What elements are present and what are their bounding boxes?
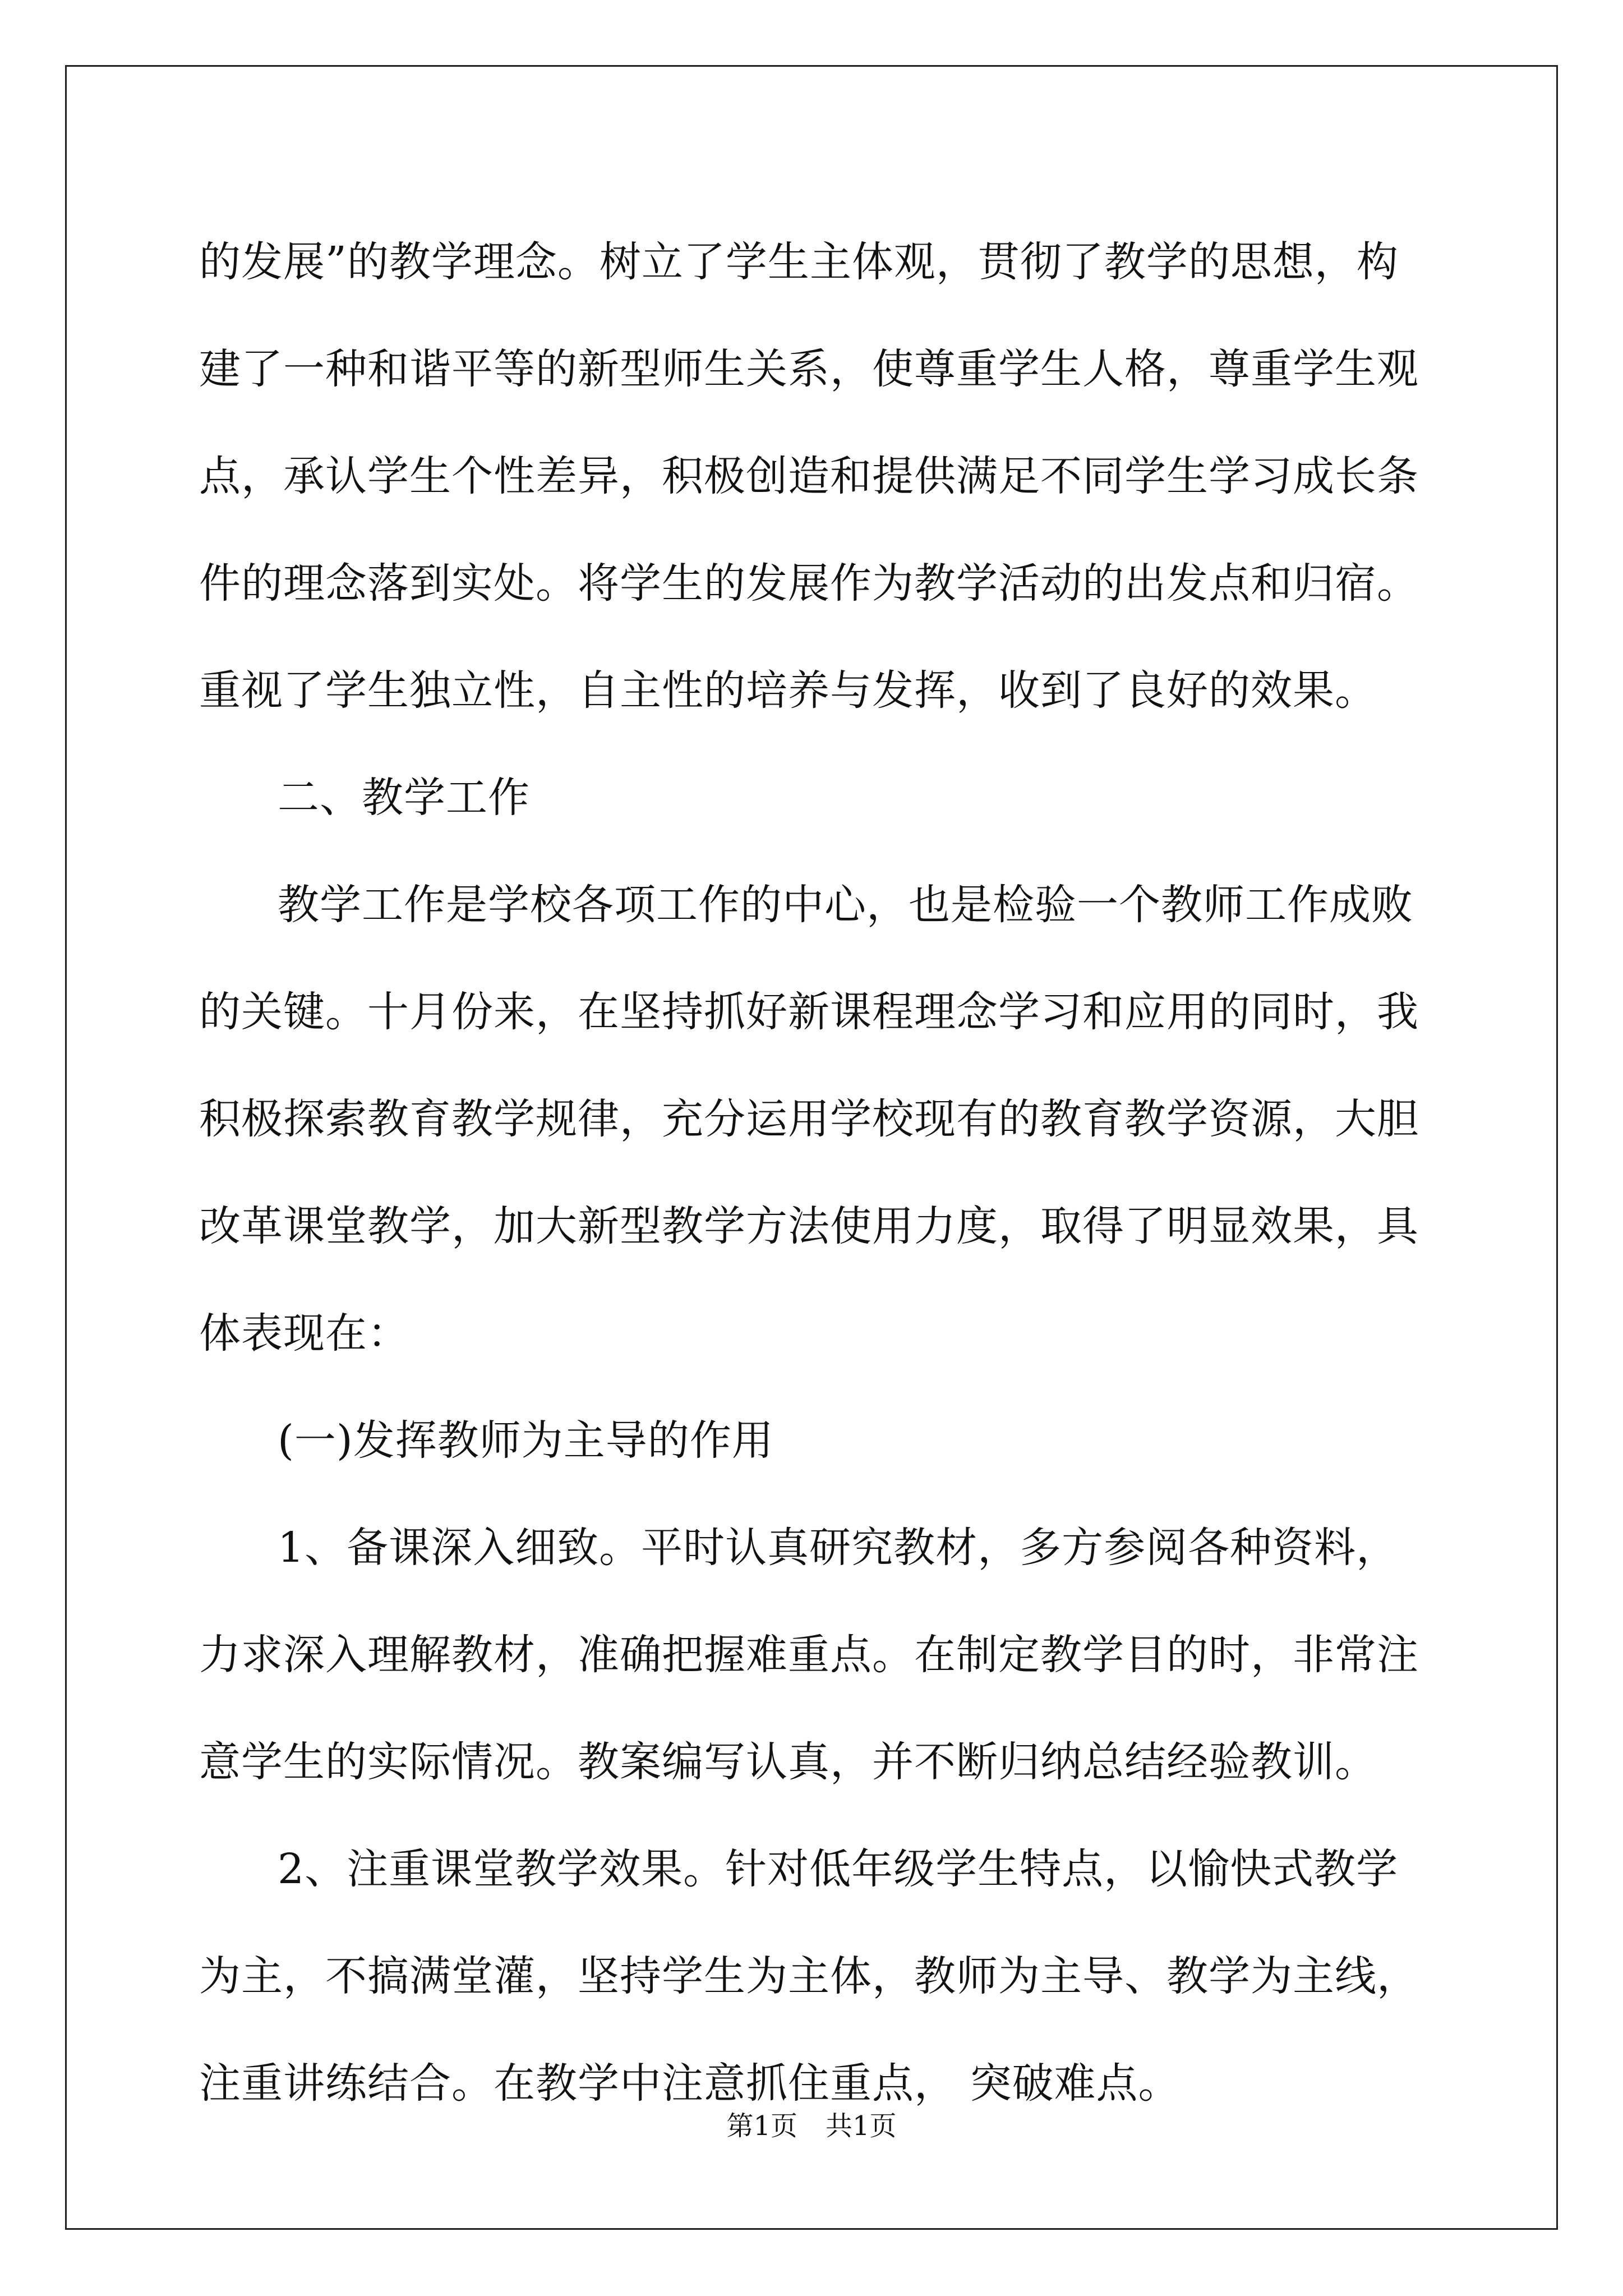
- document-body: [199, 209, 1433, 2137]
- page-number: 第1页: [726, 2110, 797, 2142]
- paragraph-classroom-effect: 2、注重课堂教学效果。针对低年级学生特点，以愉快式教学为主，不搞满堂灌，坚持学生为主体，教师为主导、教学为主线，注重讲练结合。在教学中注意抓住重点， 突破难点。: [199, 1845, 1419, 2108]
- section-heading-teaching-work: 二、教学工作: [278, 774, 530, 822]
- page-total: 共1页: [826, 2110, 897, 2142]
- paragraph-intro: 的发展”的教学理念。树立了学生主体观，贯彻了教学的思想，构建了一种和谐平等的新型师生关系，使尊重学生人格，尊重学生观点，承认学生个性差异，积极创造和提供满足不同学生学习成长条件的理念落到实处。将学生的发展作为教学活动的出发点和归宿。重视了学生独立性，自主性的培养与发挥，收到了良好的效果。: [199, 238, 1419, 715]
- page-footer: [0, 2109, 1623, 2143]
- subheading-teacher-lead: (一)发挥教师为主导的作用: [278, 1416, 774, 1465]
- paragraph-teaching-work: 教学工作是学校各项工作的中心，也是检验一个教师工作成败的关键。十月份来，在坚持抓好新课程理念学习和应用的同时，我积极探索教育教学规律，充分运用学校现有的教育教学资源，大胆改革课堂教学，加大新型教学方法使用力度，取得了明显效果，具体表现在：: [199, 881, 1419, 1358]
- paragraph-lesson-prep: 1、备课深入细致。平时认真研究教材，多方参阅各种资料，力求深入理解教材，准确把握难重点。在制定教学目的时，非常注意学生的实际情况。教案编写认真，并不断归纳总结经验教训。: [199, 1524, 1419, 1786]
